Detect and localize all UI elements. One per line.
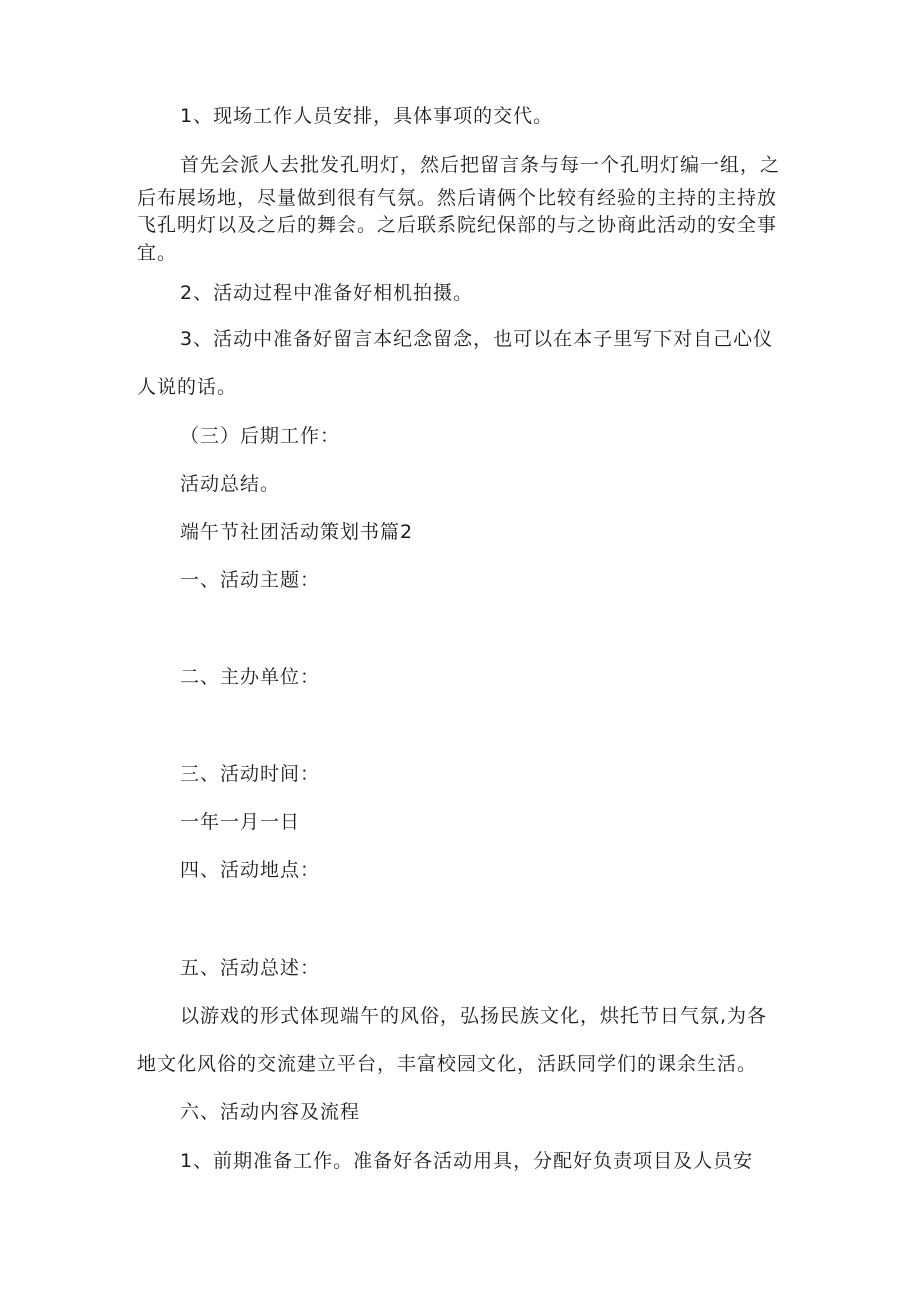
section-heading: 五、活动总述： <box>180 957 321 979</box>
section-heading: 三、活动时间： <box>180 763 321 785</box>
paragraph-line: 宜。 <box>137 242 178 264</box>
paragraph-line: 首先会派人去批发孔明灯，然后把留言条与每一个孔明灯编一组，之 <box>180 154 781 176</box>
paragraph-line: 后布展场地，尽量做到很有气氛。然后请俩个比较有经验的主持的主持放 <box>137 187 778 209</box>
section-heading: （三）后期工作： <box>180 425 341 447</box>
paragraph-line: 活动总结。 <box>180 473 281 495</box>
section-heading: 一、活动主题： <box>180 569 321 591</box>
list-item-2: 2、活动过程中准备好相机拍摄。 <box>180 282 474 304</box>
section-heading: 四、活动地点： <box>180 859 321 881</box>
list-item-1: 1、前期准备工作。准备好各活动用具，分配好负责项目及人员安 <box>180 1150 754 1172</box>
document-title: 端午节社团活动策划书篇2 <box>180 521 414 543</box>
section-heading: 六、活动内容及流程 <box>180 1101 361 1123</box>
paragraph-line: 以游戏的形式体现端午的风俗，弘扬民族文化，烘托节日气氛,为各 <box>180 1005 768 1027</box>
paragraph-line: 飞孔明灯以及之后的舞会。之后联系院纪保部的与之协商此活动的安全事 <box>137 214 778 236</box>
list-item-1: 1、现场工作人员安排，具体事项的交代。 <box>180 105 554 127</box>
paragraph-line: 地文化风俗的交流建立平台，丰富校园文化，活跃同学们的课余生活。 <box>137 1053 758 1075</box>
section-heading: 二、主办单位： <box>180 666 321 688</box>
paragraph-line: 人说的话。 <box>137 376 238 398</box>
list-item-3: 3、活动中准备好留言本纪念留念，也可以在本子里写下对自己心仪 <box>180 328 774 350</box>
paragraph-line: 一年一月一日 <box>180 811 301 833</box>
